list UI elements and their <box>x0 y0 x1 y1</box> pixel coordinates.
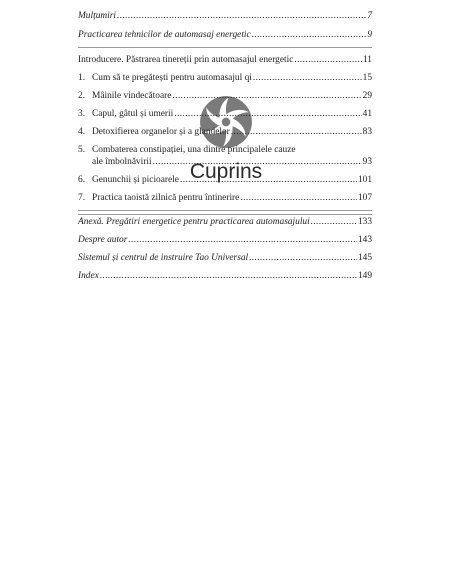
toc-entry-page: 93 <box>362 157 372 167</box>
dot-leader <box>249 252 357 264</box>
toc-entry-page: 29 <box>362 91 372 101</box>
toc-entry[interactable] <box>78 192 372 204</box>
chapter-number: 1. <box>78 73 86 83</box>
toc-entry-text: Introducere. Păstrarea tinereții prin automasajul energetic <box>78 55 294 65</box>
toc-entry-page: 107 <box>357 193 372 203</box>
toc-entry-page: 133 <box>357 217 372 227</box>
yin-yang-swirl-icon <box>199 95 253 149</box>
chapter-number: 7. <box>78 193 86 203</box>
toc-entry-page: 143 <box>357 235 372 245</box>
toc-entry[interactable] <box>78 126 372 138</box>
toc-entry-text: Detoxifierea organelor și a glandelor <box>92 127 230 137</box>
dot-leader <box>174 108 361 120</box>
dot-leader <box>117 10 366 22</box>
dot-leader <box>153 156 362 168</box>
chapter-number: 6. <box>78 175 86 185</box>
toc-entry-continuation[interactable] <box>92 156 372 168</box>
toc-entry[interactable] <box>78 252 372 264</box>
toc-entry-page: 41 <box>362 109 372 119</box>
toc-entry[interactable] <box>78 108 372 120</box>
dot-leader <box>311 216 357 228</box>
toc-entry-page: 149 <box>357 271 372 281</box>
toc-entry-page: 101 <box>357 175 372 185</box>
toc-entry-page: 145 <box>357 253 372 263</box>
dot-leader <box>294 54 362 66</box>
toc-entry-page: 7 <box>367 11 372 21</box>
toc-entry-text: Practicarea tehnicilor de automasaj energetic <box>78 30 251 40</box>
toc-entry[interactable] <box>78 90 372 102</box>
chapter-number: 3. <box>78 109 86 119</box>
dot-leader <box>231 126 362 138</box>
toc-entry-text: Index <box>78 271 99 281</box>
toc-entry-text: Capul, gâtul și umerii <box>92 109 174 119</box>
toc-entry-page: 83 <box>362 127 372 137</box>
divider <box>78 47 372 48</box>
toc-entry-text: Despre autor <box>78 235 128 245</box>
toc-entry-text: Sistemul și centrul de instruire Tao Universal <box>78 253 249 263</box>
dot-leader <box>180 174 357 186</box>
chapter-number: 4. <box>78 127 86 137</box>
chapter-number: 5. <box>78 145 86 155</box>
toc-entry[interactable] <box>78 216 372 228</box>
toc-entry-text: Practica taoistă zilnică pentru întinerire <box>92 193 240 203</box>
toc-entry-page: 11 <box>362 55 372 65</box>
dot-leader <box>252 29 367 41</box>
dot-leader <box>128 234 357 246</box>
chapter-number: 2. <box>78 91 86 101</box>
divider <box>78 210 372 211</box>
dot-leader <box>100 270 357 282</box>
toc-entry[interactable] <box>78 144 372 156</box>
dot-leader <box>253 72 362 84</box>
toc-entry-text: Cum să te pregătești pentru automasajul qi <box>92 73 252 83</box>
toc-entry[interactable] <box>78 29 372 41</box>
toc-entry-text: Anexă. Pregătiri energetice pentru practicarea automasajului <box>78 217 310 227</box>
toc-entry[interactable] <box>78 234 372 246</box>
toc-entry-text: Mulțumiri <box>78 11 117 21</box>
toc-entry-page: 15 <box>362 73 372 83</box>
toc-entry-text: Mâinile vindecătoare <box>92 91 172 101</box>
toc-entry-text: ale îmbolnăvirii <box>92 157 152 167</box>
toc-entry-text: Genunchii și picioarele <box>92 175 179 185</box>
page-title: Cuprins <box>189 160 263 183</box>
toc-entry[interactable] <box>78 10 372 22</box>
toc-entry-text: Combaterea constipației, una dintre principalele cauze <box>92 145 296 155</box>
toc-entry[interactable] <box>78 54 372 66</box>
divider <box>78 214 372 215</box>
dot-leader <box>172 90 361 102</box>
toc-entry[interactable] <box>78 174 372 186</box>
toc-entry[interactable] <box>78 72 372 84</box>
toc-entry-page: 9 <box>367 30 372 40</box>
dot-leader <box>240 192 357 204</box>
toc-entry[interactable] <box>78 270 372 282</box>
